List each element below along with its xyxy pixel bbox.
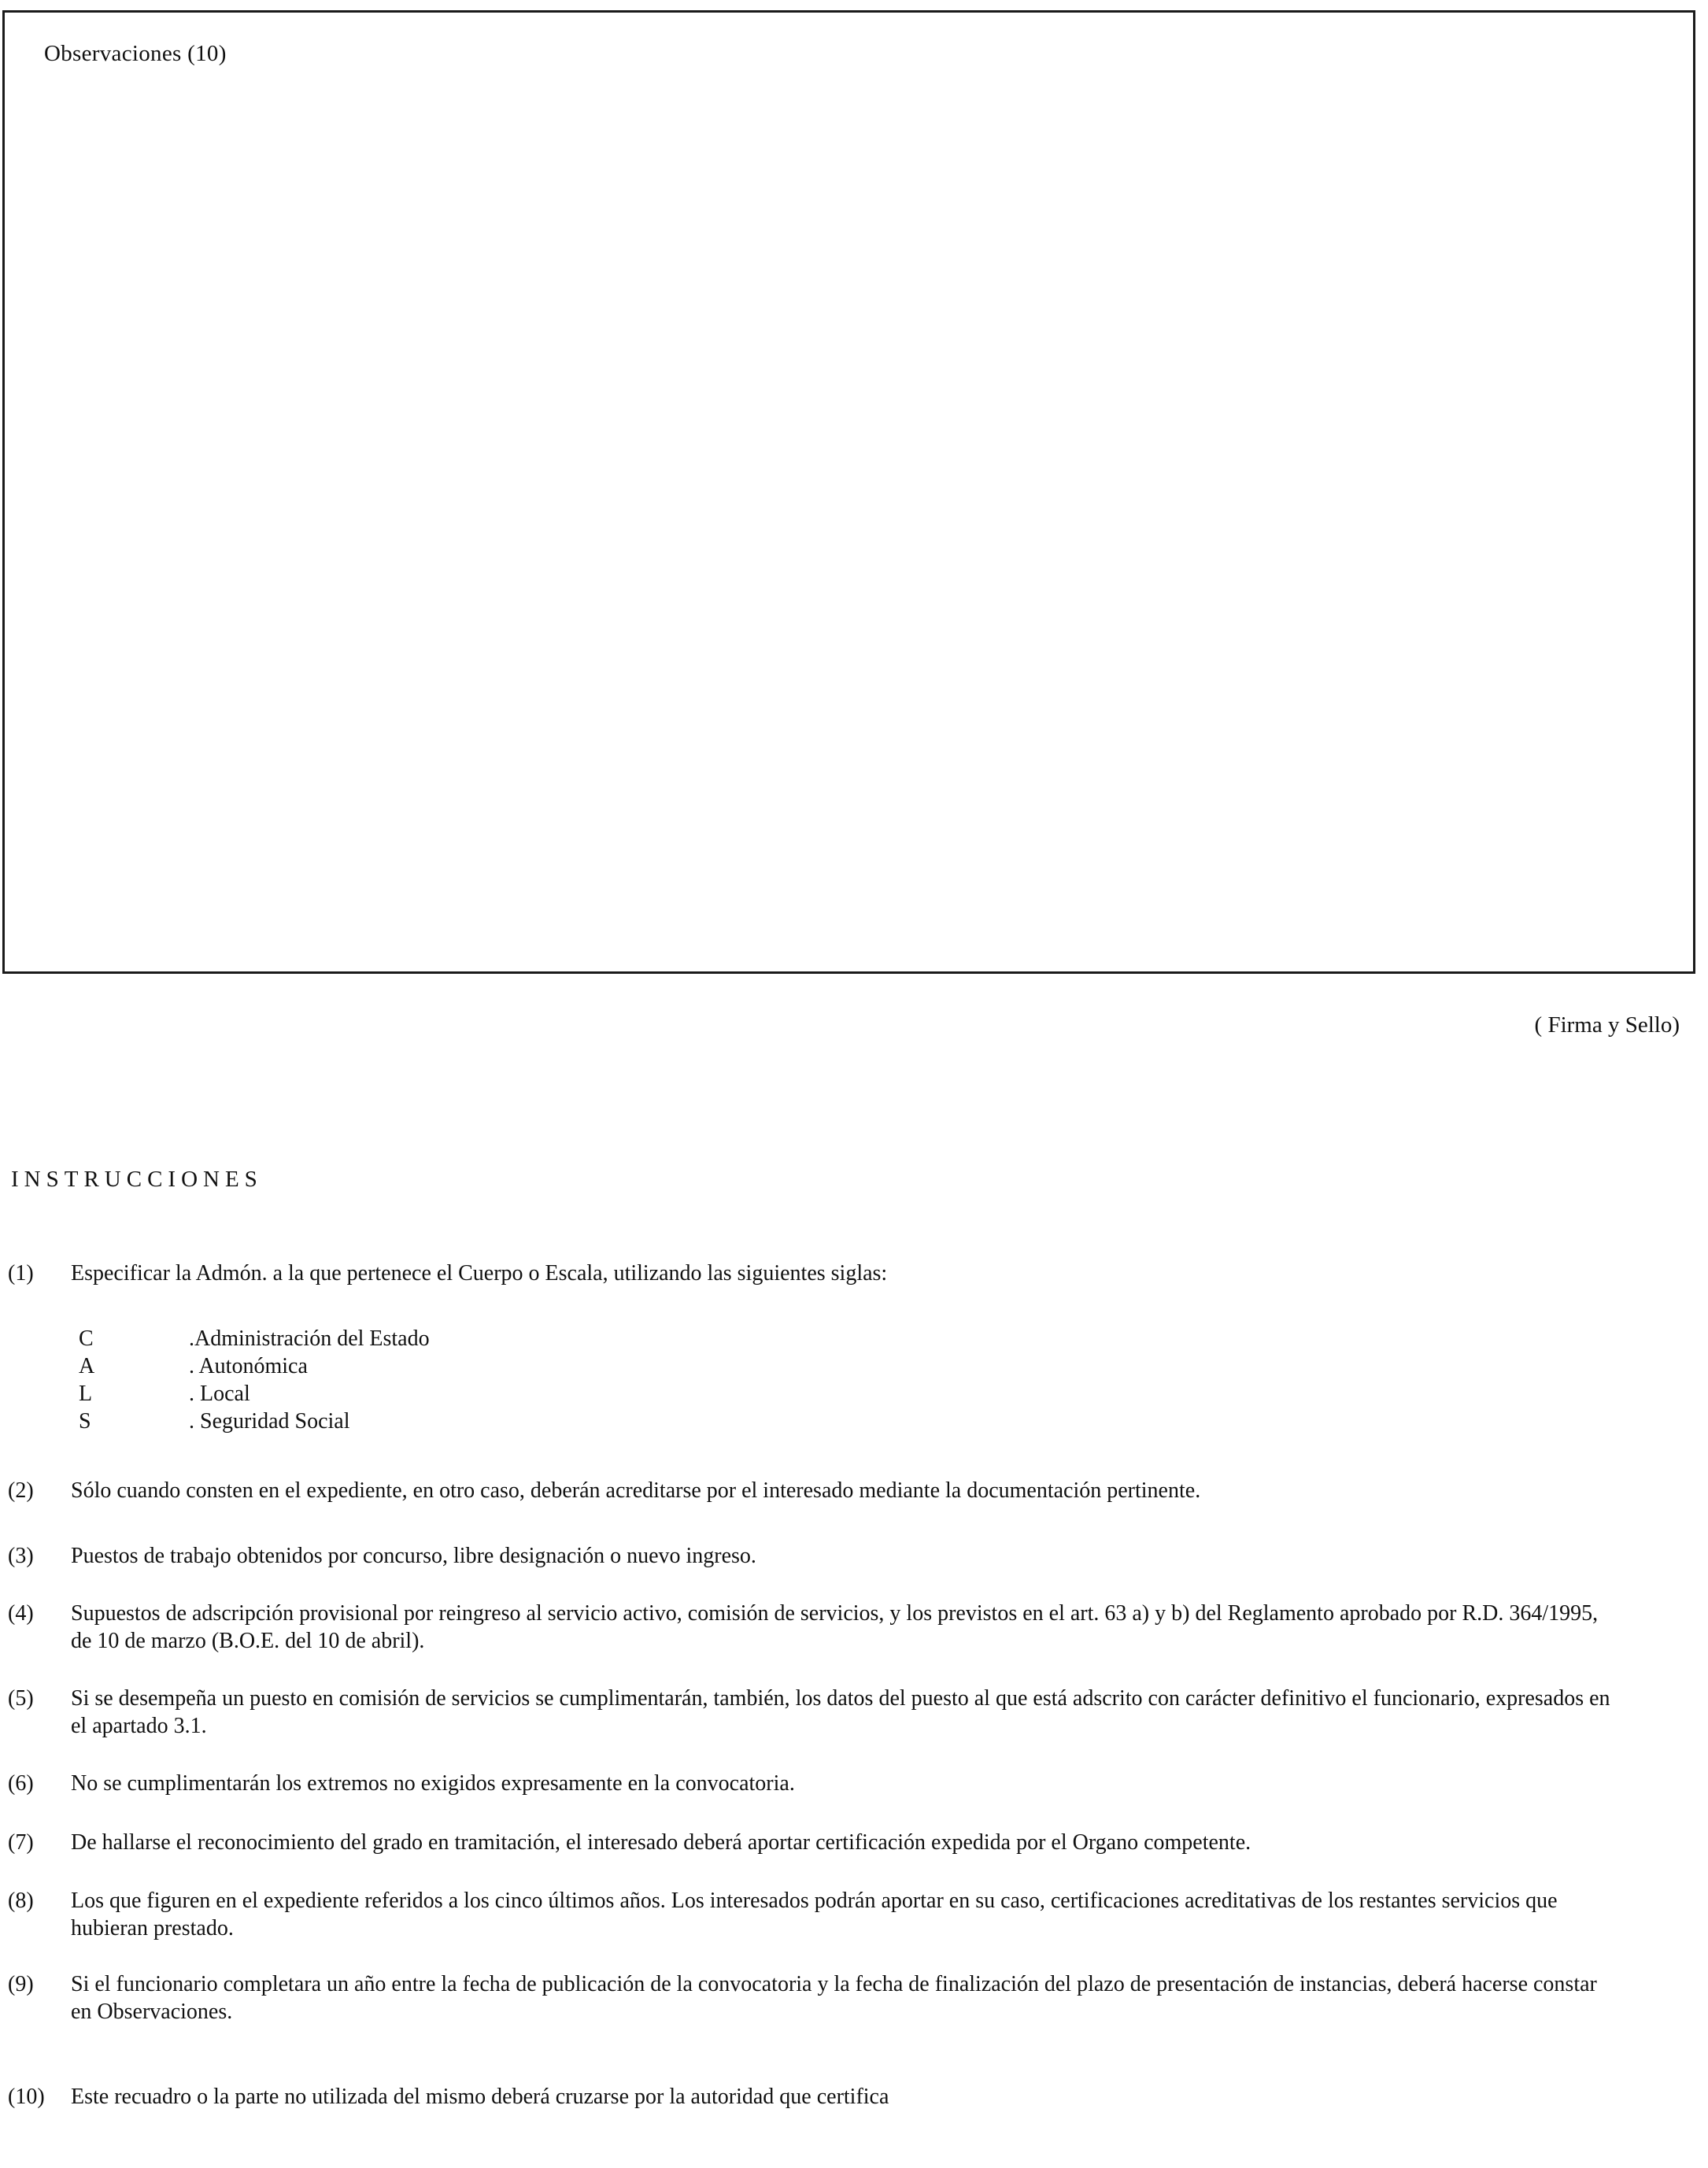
note-text: Este recuadro o la parte no utilizada del mismo deberá cruzarse por la autoridad que certifica — [71, 2085, 889, 2109]
note-number: (5) — [8, 1686, 34, 1711]
sigla-description: . Seguridad Social — [189, 1409, 350, 1434]
note-text: De hallarse el reconocimiento del grado en tramitación, el interesado deberá aportar certificación expedida por el Organo competente. — [71, 1830, 1251, 1855]
note-text: No se cumplimentarán los extremos no exigidos expresamente en la convocatoria. — [71, 1771, 795, 1796]
note-number: (9) — [8, 1972, 34, 1996]
sigla-description: . Local — [189, 1382, 250, 1406]
note-number: (2) — [8, 1478, 34, 1503]
observations-box — [2, 10, 1695, 974]
note-text: Si se desempeña un puesto en comisión de servicios se cumplimentarán, también, los datos del puesto al que está adscrito con carácter definitivo el funcionario, expresados en el apartado 3.1. — [71, 1686, 1610, 1738]
note-text: Puestos de trabajo obtenidos por concurso, libre designación o nuevo ingreso. — [71, 1544, 756, 1568]
note-text: Los que figuren en el expediente referidos a los cinco últimos años. Los interesados podrán aportar en su caso, certificaciones acreditativas de los restantes servicios que hubieran prestado. — [71, 1889, 1558, 1940]
note-text: Sólo cuando consten en el expediente, en otro caso, deberán acreditarse por el interesado mediante la documentación pertinente. — [71, 1478, 1201, 1503]
instructions-heading: INSTRUCCIONES — [11, 1167, 263, 1192]
sigla-description: .Administración del Estado — [189, 1326, 430, 1351]
note-number: (3) — [8, 1544, 34, 1568]
note-text: Especificar la Admón. a la que pertenece el Cuerpo o Escala, utilizando las siguientes siglas: — [71, 1261, 888, 1286]
sigla-code: A — [79, 1354, 95, 1378]
note-number: (6) — [8, 1771, 34, 1796]
note-number: (10) — [8, 2085, 45, 2109]
sigla-code: C — [79, 1326, 94, 1351]
note-text: Supuestos de adscripción provisional por reingreso al servicio activo, comisión de servicios, y los previstos en el art. 63 a) y b) del Reglamento aprobado por R.D. 364/1995, de 10 de marzo (B.O.E. del 10 de abril). — [71, 1601, 1599, 1653]
sigla-code: L — [79, 1382, 93, 1406]
note-text: Si el funcionario completara un año entre la fecha de publicación de la convocatoria y la fecha de finalización del plazo de presentación de instancias, deberá hacerse constar en Observaciones. — [71, 1972, 1597, 2024]
sigla-description: . Autonómica — [189, 1354, 308, 1378]
note-number: (4) — [8, 1601, 34, 1626]
sigla-code: S — [79, 1409, 91, 1434]
observations-title: Observaciones (10) — [44, 41, 227, 66]
note-number: (7) — [8, 1830, 34, 1855]
note-number: (8) — [8, 1889, 34, 1913]
note-number: (1) — [8, 1261, 34, 1286]
signature-label: ( Firma y Sello) — [1534, 1012, 1680, 1038]
